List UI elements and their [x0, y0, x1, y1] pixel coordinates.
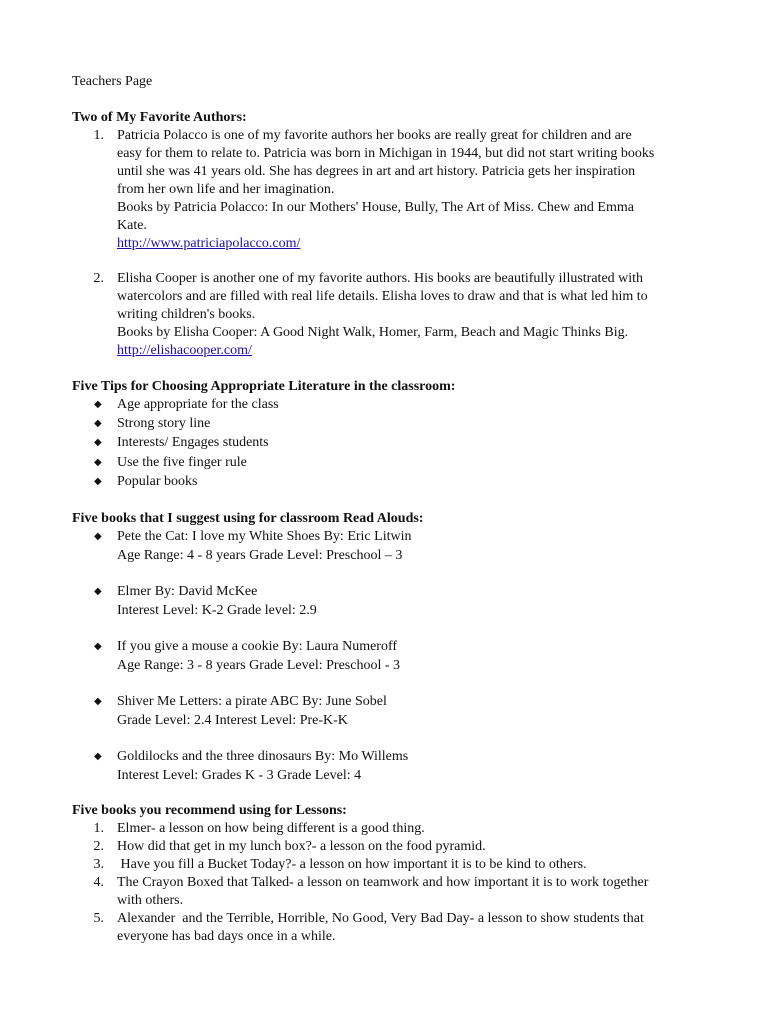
diamond-bullet-icon: ◆ — [94, 641, 102, 652]
list-number: 1. — [93, 821, 104, 836]
diamond-bullet-icon: ◆ — [94, 751, 102, 762]
list-number: 4. — [93, 875, 104, 890]
lesson-line: The Crayon Boxed that Talked- a lesson on teamwork and how important it is to work together — [117, 875, 649, 890]
readalouds-heading: Five books that I suggest using for classroom Read Alouds: — [72, 511, 424, 526]
page-title: Teachers Page — [72, 74, 153, 89]
author-1-line-4: from her own life and her imagination. — [117, 182, 335, 197]
tips-heading: Five Tips for Choosing Appropriate Literature in the classroom: — [72, 379, 456, 394]
authors-heading: Two of My Favorite Authors: — [72, 110, 247, 125]
tip-item: Strong story line — [117, 416, 211, 431]
diamond-bullet-icon: ◆ — [94, 457, 102, 468]
author-1-link[interactable]: http://www.patriciapolacco.com/ — [117, 236, 301, 251]
readaloud-title: Elmer By: David McKee — [117, 584, 258, 599]
tip-item: Age appropriate for the class — [117, 397, 279, 412]
lesson-line: everyone has bad days once in a while. — [117, 929, 336, 944]
lesson-line: How did that get in my lunch box?- a lesson on the food pyramid. — [117, 839, 486, 854]
readaloud-detail: Age Range: 3 - 8 years Grade Level: Preschool - 3 — [117, 658, 401, 673]
tip-item: Interests/ Engages students — [117, 435, 269, 450]
diamond-bullet-icon: ◆ — [94, 586, 102, 597]
list-number: 2. — [93, 271, 104, 286]
author-2-line-3: writing children's books. — [117, 307, 256, 322]
diamond-bullet-icon: ◆ — [94, 399, 102, 410]
readaloud-title: Goldilocks and the three dinosaurs By: Mo Willems — [117, 749, 409, 764]
author-2-line-2: watercolors and are filled with real life details. Elisha loves to draw and that is what led him to — [117, 289, 648, 304]
lessons-heading: Five books you recommend using for Lessons: — [72, 803, 347, 818]
readaloud-detail: Grade Level: 2.4 Interest Level: Pre-K-K — [117, 713, 348, 728]
author-1-line-2: easy for them to relate to. Patricia was born in Michigan in 1944, but did not start writing books — [117, 146, 655, 161]
lesson-line: Have you fill a Bucket Today?- a lesson on how important it is to be kind to others. — [117, 857, 587, 872]
author-2-line-4: Books by Elisha Cooper: A Good Night Walk, Homer, Farm, Beach and Magic Thinks Big. — [117, 325, 629, 340]
diamond-bullet-icon: ◆ — [94, 418, 102, 429]
diamond-bullet-icon: ◆ — [94, 531, 102, 542]
author-1-line-5: Books by Patricia Polacco: In our Mothers' House, Bully, The Art of Miss. Chew and Emma — [117, 200, 634, 215]
author-1-line-1: Patricia Polacco is one of my favorite authors her books are really great for children and are — [117, 128, 632, 143]
readaloud-detail: Interest Level: Grades K - 3 Grade Level: 4 — [117, 768, 362, 783]
list-number: 1. — [93, 128, 104, 143]
list-number: 3. — [93, 857, 104, 872]
author-1-line-3: until she was 41 years old. She has degrees in art and art history. Patricia gets her inspiration — [117, 164, 636, 179]
diamond-bullet-icon: ◆ — [94, 696, 102, 707]
readaloud-title: Pete the Cat: I love my White Shoes By: Eric Litwin — [117, 529, 412, 544]
readaloud-detail: Age Range: 4 - 8 years Grade Level: Preschool – 3 — [117, 548, 403, 563]
readaloud-detail: Interest Level: K-2 Grade level: 2.9 — [117, 603, 317, 618]
diamond-bullet-icon: ◆ — [94, 437, 102, 448]
lesson-line: with others. — [117, 893, 184, 908]
list-number: 2. — [93, 839, 104, 854]
lesson-line: Elmer- a lesson on how being different is a good thing. — [117, 821, 425, 836]
readaloud-title: If you give a mouse a cookie By: Laura Numeroff — [117, 639, 398, 654]
tip-item: Use the five finger rule — [117, 455, 247, 470]
readaloud-title: Shiver Me Letters: a pirate ABC By: June Sobel — [117, 694, 387, 709]
author-2-line-1: Elisha Cooper is another one of my favorite authors. His books are beautifully illustrated with — [117, 271, 644, 286]
author-2-link[interactable]: http://elishacooper.com/ — [117, 343, 252, 358]
lesson-line: Alexander and the Terrible, Horrible, No Good, Very Bad Day- a lesson to show students that — [117, 911, 644, 926]
list-number: 5. — [93, 911, 104, 926]
tip-item: Popular books — [117, 474, 198, 489]
diamond-bullet-icon: ◆ — [94, 476, 102, 487]
author-1-line-6: Kate. — [117, 218, 147, 233]
